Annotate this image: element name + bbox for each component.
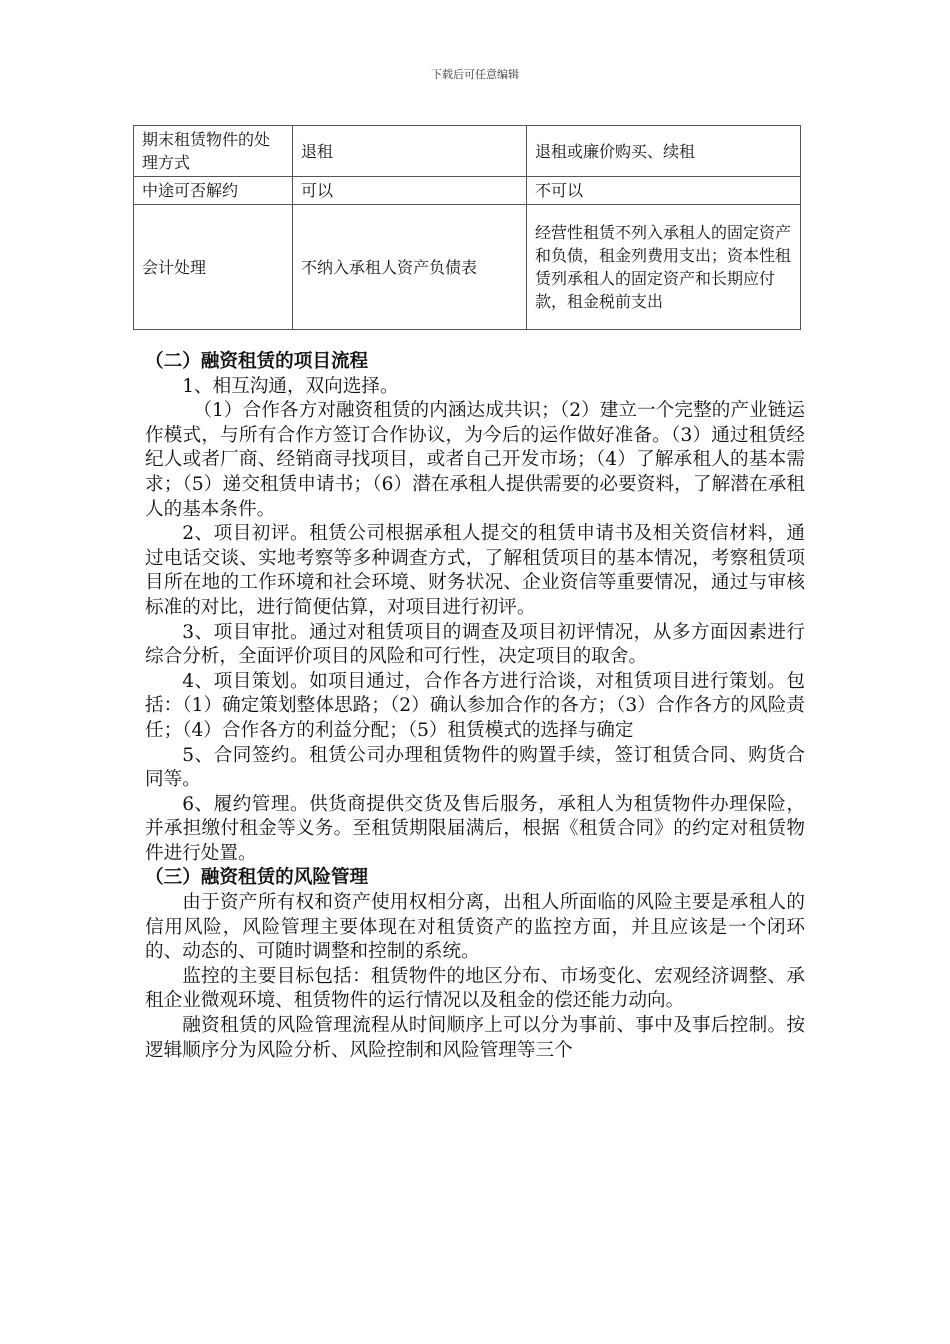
comparison-table xyxy=(133,125,801,330)
paragraph: 融资租赁的风险管理流程从时间顺序上可以分为事前、事中及事后控制。按逻辑顺序分为风险分析、风险控制和风险管理等三个 xyxy=(145,1015,805,1061)
paragraph: 6、履约管理。供货商提供交货及售后服务，承租人为租赁物件办理保险，并承担缴付租金等义务。至租赁期限届满后，根据《租赁合同》的约定对租赁物件进行处置。 xyxy=(145,793,805,864)
section-heading: （二）融资租赁的项目流程 xyxy=(145,351,369,372)
table-cell: 退租 xyxy=(293,126,527,177)
paragraph: （1）合作各方对融资租赁的内涵达成共识；（2）建立一个完整的产业链运作模式，与所有合作方签订合作协议，为今后的运作做好准备。（3）通过租赁经纪人或者厂商、经销商寻找项目，或者自己开发市场；（4）了解承租人的基本需求；（5）递交租赁申请书；（6）潜在承租人提供需要的必要资料，了解潜在承租人的基本条件。 xyxy=(145,400,805,520)
document-body xyxy=(145,350,805,1063)
paragraph: 4、项目策划。如项目通过，合作各方进行洽谈，对租赁项目进行策划。包括：（1）确定策划整体思路；（2）确认参加合作的各方；（3）合作各方的风险责任；（4）合作各方的利益分配；（5）租赁模式的选择与确定 xyxy=(145,670,805,741)
paragraph: 2、项目初评。租赁公司根据承租人提交的租赁申请书及相关资信材料，通过电话交谈、实地考察等多种调查方式，了解租赁项目的基本情况，考察租赁项目所在地的工作环境和社会环境、财务状况、企业资信等重要情况，通过与审核标准的对比，进行简便估算，对项目进行初评。 xyxy=(145,523,805,618)
table-cell: 经营性租赁不列入承租人的固定资产和负债，租金列费用支出；资本性租赁列承租人的固定资产和长期应付款，租金税前支出 xyxy=(527,205,801,330)
table-cell: 可以 xyxy=(293,177,527,205)
section-heading: （三）融资租赁的风险管理 xyxy=(145,867,369,889)
paragraph: 5、合同签约。租赁公司办理租赁物件的购置手续，签订租赁合同、购货合同等。 xyxy=(145,744,805,791)
paragraph: 监控的主要目标包括：租赁物件的地区分布、市场变化、宏观经济调整、承租企业微观环境、租赁物件的运行情况以及租金的偿还能力动向。 xyxy=(145,965,805,1012)
table-cell: 中途可否解约 xyxy=(134,177,293,205)
table-cell: 退租或廉价购买、续租 xyxy=(527,126,801,177)
page-header: 下载后可任意编辑 xyxy=(431,68,519,81)
table-cell: 期末租赁物件的处理方式 xyxy=(134,126,293,177)
paragraph: 3、项目审批。通过对租赁项目的调查及项目初评情况，从多方面因素进行综合分析，全面评价项目的风险和可行性，决定项目的取舍。 xyxy=(145,621,805,668)
table-cell: 不可以 xyxy=(527,177,801,205)
table-cell: 不纳入承租人资产负债表 xyxy=(293,205,527,330)
table-row xyxy=(134,126,801,177)
paragraph: 由于资产所有权和资产使用权相分离，出租人所面临的风险主要是承租人的信用风险，风险管理主要体现在对租赁资产的监控方面，并且应该是一个闭环的、动态的、可随时调整和控制的系统。 xyxy=(145,892,805,963)
table-row xyxy=(134,205,801,330)
table-cell: 会计处理 xyxy=(134,205,293,330)
paragraph: 1、相互沟通，双向选择。 xyxy=(182,375,399,397)
table-row xyxy=(134,177,801,205)
